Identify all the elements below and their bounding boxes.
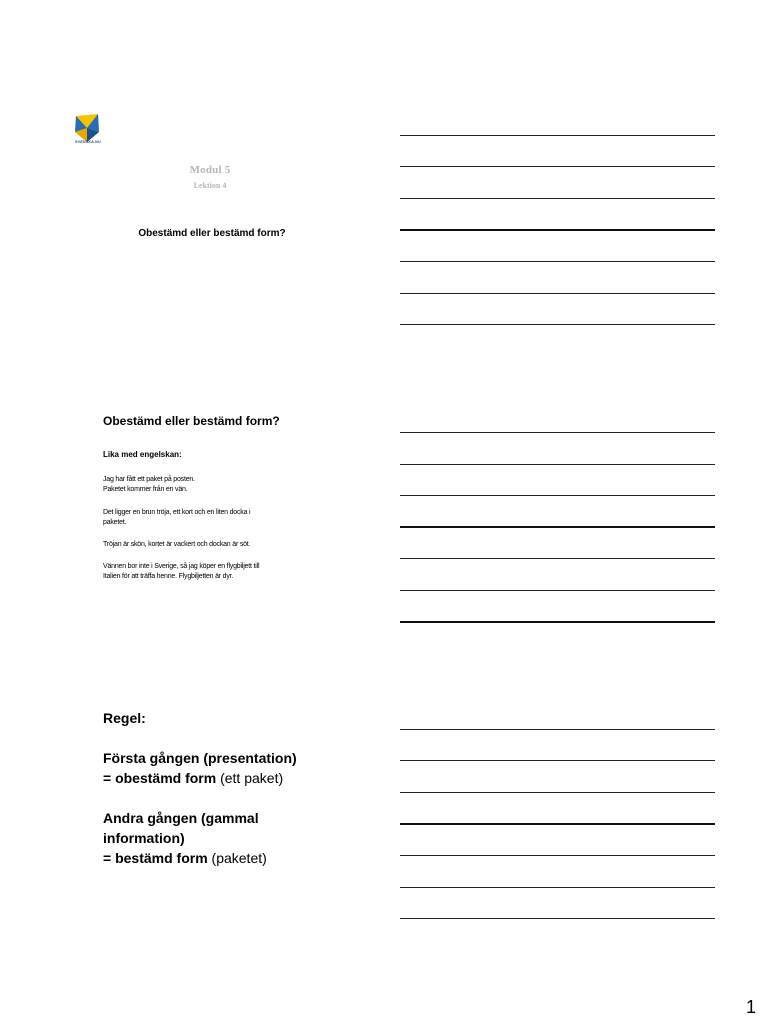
example-paragraph (103, 540, 328, 550)
example-line: paketet. (103, 519, 127, 526)
example-paragraph (103, 562, 328, 582)
example-line: Jag har fått ett paket på posten. (103, 476, 195, 483)
second-time-rule (103, 848, 353, 868)
note-line (400, 324, 715, 325)
note-line (400, 823, 715, 825)
indefinite-example: (ett paket) (216, 770, 284, 786)
second-time-line: Andra gången (gammal (103, 810, 259, 826)
second-time-line-2: information) (103, 830, 185, 846)
indefinite-form-label: = obestämd form (103, 770, 217, 786)
slide2-subheading: Lika med engelskan: (103, 450, 182, 459)
page-number: 1 (745, 997, 756, 1017)
example-line: Italien för att träffa henne. Flygbiljetten är dyr. (103, 573, 234, 580)
slide1-heading: Obestämd eller bestämd form? (138, 228, 286, 239)
example-line: Paketet kommer från en vän. (103, 486, 188, 493)
first-time-line: Första gången (presentation) (103, 750, 297, 766)
note-line (400, 887, 715, 888)
note-line (400, 792, 715, 793)
note-line (400, 621, 715, 623)
logo-text: SVENSKA NU (75, 140, 101, 144)
note-line (400, 198, 715, 199)
note-line (400, 229, 715, 231)
note-line (400, 135, 715, 136)
first-time-rule (103, 768, 353, 788)
example-paragraph (103, 475, 328, 495)
note-line (400, 590, 715, 591)
slide2-heading: Obestämd eller bestämd form? (103, 414, 280, 428)
note-line (400, 558, 715, 559)
rule-block (103, 708, 353, 868)
note-line (400, 166, 715, 167)
example-line: Det ligger en brun tröja, ett kort och en liten docka i (103, 509, 251, 516)
module-title: Modul 5 (189, 164, 231, 176)
rule-label: Regel: (103, 710, 146, 726)
note-line (400, 526, 715, 528)
definite-form-label: = bestämd form (103, 850, 208, 866)
note-line (400, 464, 715, 465)
note-line (400, 760, 715, 761)
note-line (400, 495, 715, 496)
note-line (400, 918, 715, 919)
example-line: Tröjan är skön, kortet är vackert och dockan är söt. (103, 541, 251, 548)
definite-example: (paketet) (207, 850, 267, 866)
note-line (400, 261, 715, 262)
note-line (400, 729, 715, 730)
note-line (400, 293, 715, 294)
lesson-title: Lektion 4 (193, 181, 227, 190)
example-paragraph (103, 508, 328, 528)
note-line (400, 855, 715, 856)
note-line (400, 432, 715, 433)
example-line: Vännen bor inte i Sverige, så jag köper en flygbiljett till (103, 563, 260, 570)
